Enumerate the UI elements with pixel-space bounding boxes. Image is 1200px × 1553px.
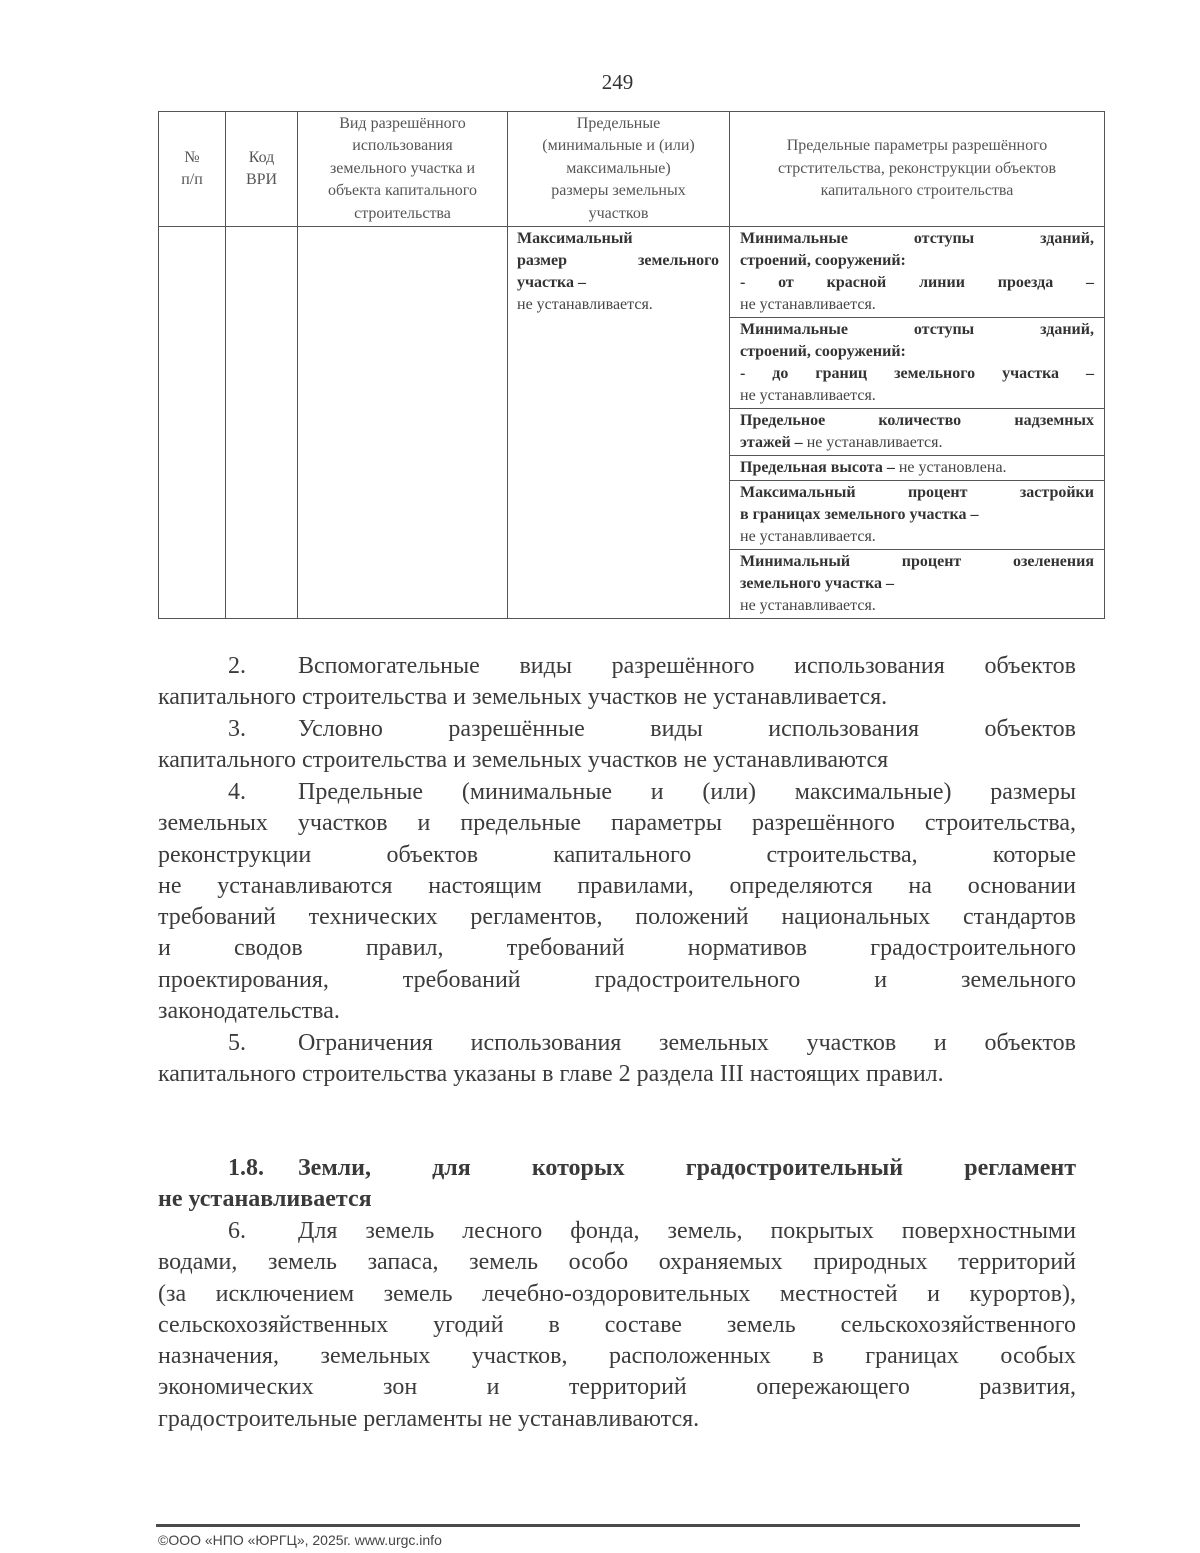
page-number: 249 bbox=[601, 70, 634, 94]
plot-size-value: не устанавливается. bbox=[517, 296, 653, 313]
paragraph-3: 3. Условно разрешённые виды использования объектов капитального строительства и земельных участков не устанавливаются bbox=[158, 716, 1076, 774]
param-floors: Предельное количество надземных этажей – не устанавливается. bbox=[730, 409, 1104, 456]
table-header-row bbox=[159, 112, 1105, 227]
cell-number bbox=[159, 227, 226, 619]
header-use-type: Вид разрешённого использования земельного участка и объекта капитального строительства bbox=[298, 112, 508, 227]
zoning-parameters-table bbox=[158, 111, 1105, 619]
param-greenery: Минимальный процент озеленения земельного участка – не устанавливается. bbox=[740, 553, 1094, 614]
header-number: № п/п bbox=[159, 112, 226, 227]
footer-rule bbox=[156, 1524, 1080, 1527]
cell-use-type bbox=[298, 227, 508, 619]
header-parameters: Предельные параметры разрешённого стрстительства, реконструкции объектов капитального строительства bbox=[730, 112, 1105, 227]
plot-size-label: Максимальный размер земельного участка – bbox=[517, 230, 719, 291]
cell-code bbox=[226, 227, 298, 619]
cell-parameters bbox=[730, 227, 1105, 619]
paragraph-4: 4. Предельные (минимальные и (или) максимальные) размеры земельных участков и предельные параметры разрешённого строительства, реконструкции объектов капитального строительства, которые не устанавливаются настоящим правилами, определяются на основании требований технических регламентов, положений национальных стандартов и сводов правил, требований нормативов градостроительного проектирования, требований градостроительного и земельного законодательства. bbox=[158, 779, 1076, 1025]
header-plot-size: Предельные (минимальные и (или) максимальные) размеры земельных участков bbox=[508, 112, 730, 227]
footer-copyright: ©ООО «НПО «ЮРГЦ», 2025г. www.urgc.info bbox=[158, 1532, 442, 1548]
param-height: Предельная высота – не установлена. bbox=[730, 456, 1104, 481]
header-code: Код ВРИ bbox=[226, 112, 298, 227]
paragraph-2: 2. Вспомогательные виды разрешённого использования объектов капитального строительства и земельных участков не устанавливается. bbox=[158, 653, 1076, 711]
param-building-coverage: Максимальный процент застройки в границах земельного участка – не устанавливается. bbox=[730, 481, 1104, 550]
param-setback-boundary: Минимальные отступы зданий, строений, сооружений: - до границ земельного участка – не устанавливается. bbox=[730, 318, 1104, 409]
paragraph-5: 5. Ограничения использования земельных участков и объектов капитального строительства указаны в главе 2 раздела III настоящих правил. bbox=[158, 1030, 1076, 1088]
parameters-list bbox=[730, 227, 1104, 618]
param-setback-red-line: Минимальные отступы зданий, строений, сооружений: - от красной линии проезда – не устанавливается. bbox=[730, 227, 1104, 318]
table-row bbox=[159, 227, 1105, 619]
cell-plot-size bbox=[508, 227, 730, 619]
paragraph-6: 6. Для земель лесного фонда, земель, покрытых поверхностными водами, земель запаса, земель особо охраняемых природных территорий (за исключением земель лечебно-оздоровительных местностей и курортов), сельскохозяйственных угодий в составе земель сельскохозяйственного назначения, земельных участков, расположенных в границах особых экономических зон и территорий опережающего развития, градостроительные регламенты не устанавливаются. bbox=[158, 1218, 1076, 1432]
section-heading: 1.8. Земли, для которых градостроительный регламент не устанавливается bbox=[158, 1155, 1076, 1213]
